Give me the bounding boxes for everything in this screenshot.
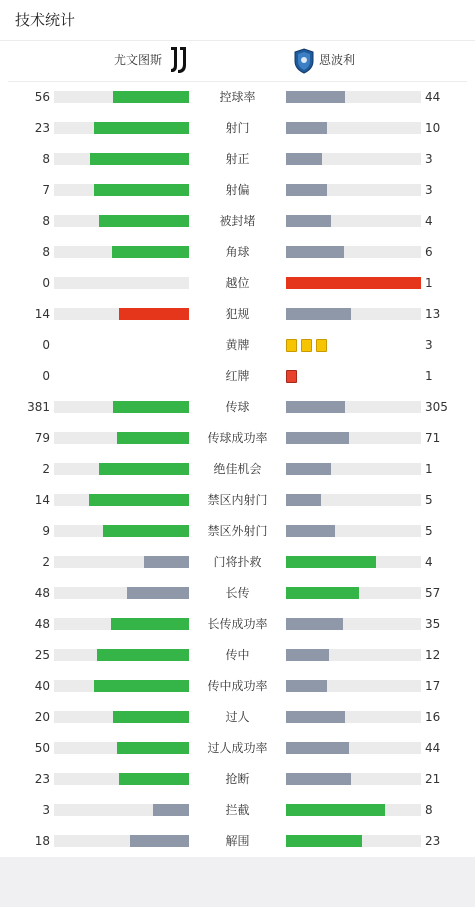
yellow-card-icon bbox=[286, 339, 297, 352]
home-bar-fill bbox=[117, 742, 189, 754]
away-value: 13 bbox=[425, 307, 441, 321]
home-bar-track bbox=[54, 835, 189, 847]
away-bar-track bbox=[286, 215, 421, 227]
home-bar-track bbox=[54, 432, 189, 444]
home-value: 3 bbox=[42, 803, 50, 817]
home-value: 48 bbox=[34, 586, 50, 600]
away-value: 12 bbox=[425, 648, 441, 662]
stat-row bbox=[0, 739, 475, 757]
away-bar-track bbox=[286, 122, 421, 134]
home-value: 48 bbox=[34, 617, 50, 631]
stat-label: 传球成功率 bbox=[207, 431, 268, 445]
stat-row bbox=[0, 615, 475, 633]
home-bar-fill bbox=[103, 525, 189, 537]
stat-label: 传中成功率 bbox=[207, 679, 268, 693]
home-bar-track bbox=[54, 711, 189, 723]
stat-row bbox=[0, 150, 475, 168]
home-bar-track bbox=[54, 742, 189, 754]
home-bar-fill bbox=[99, 215, 189, 227]
home-value: 79 bbox=[34, 431, 50, 445]
away-bar-track bbox=[286, 153, 421, 165]
home-bar-track bbox=[54, 587, 189, 599]
stat-row bbox=[0, 88, 475, 106]
away-bar-fill bbox=[286, 494, 321, 506]
home-bar-fill bbox=[119, 773, 189, 785]
home-value: 50 bbox=[34, 741, 50, 755]
stat-label: 传中 bbox=[225, 648, 250, 662]
away-bar-track bbox=[286, 556, 421, 568]
away-bar-fill bbox=[286, 153, 322, 165]
home-bar-fill bbox=[111, 618, 189, 630]
away-value: 23 bbox=[425, 834, 441, 848]
home-bar-track bbox=[54, 525, 189, 537]
home-bar-fill bbox=[113, 91, 189, 103]
stat-label: 角球 bbox=[225, 245, 250, 259]
stat-row bbox=[0, 119, 475, 137]
away-bar-fill bbox=[286, 184, 327, 196]
home-value: 7 bbox=[42, 183, 50, 197]
away-bar-track bbox=[286, 246, 421, 258]
away-bar-fill bbox=[286, 742, 349, 754]
away-bar-fill bbox=[286, 804, 385, 816]
home-value: 56 bbox=[34, 90, 50, 104]
away-value: 3 bbox=[425, 338, 433, 352]
home-bar-fill bbox=[94, 184, 189, 196]
home-bar-track bbox=[54, 122, 189, 134]
away-bar-fill bbox=[286, 215, 331, 227]
away-cards bbox=[286, 370, 301, 383]
yellow-card-icon bbox=[301, 339, 312, 352]
home-value: 23 bbox=[34, 772, 50, 786]
home-value: 381 bbox=[27, 400, 50, 414]
away-cards bbox=[286, 339, 331, 352]
home-value: 2 bbox=[42, 462, 50, 476]
home-bar-track bbox=[54, 308, 189, 320]
section-title: 技术统计 bbox=[15, 11, 76, 29]
away-bar-track bbox=[286, 773, 421, 785]
home-value: 8 bbox=[42, 245, 50, 259]
stat-label: 传球 bbox=[225, 400, 250, 414]
away-bar-fill bbox=[286, 835, 362, 847]
away-bar-track bbox=[286, 649, 421, 661]
away-bar-track bbox=[286, 711, 421, 723]
stat-row bbox=[0, 429, 475, 447]
away-value: 10 bbox=[425, 121, 441, 135]
home-value: 0 bbox=[42, 276, 50, 290]
home-bar-fill bbox=[127, 587, 189, 599]
stat-label: 过人成功率 bbox=[207, 741, 268, 755]
away-bar-track bbox=[286, 277, 421, 289]
away-value: 17 bbox=[425, 679, 441, 693]
away-bar-track bbox=[286, 587, 421, 599]
away-value: 5 bbox=[425, 493, 433, 507]
home-bar-track bbox=[54, 246, 189, 258]
stat-row bbox=[0, 305, 475, 323]
away-bar-fill bbox=[286, 122, 327, 134]
stat-row bbox=[0, 212, 475, 230]
home-bar-track bbox=[54, 618, 189, 630]
away-bar-fill bbox=[286, 308, 351, 320]
away-value: 16 bbox=[425, 710, 441, 724]
away-team-header[interactable] bbox=[290, 45, 470, 77]
away-bar-fill bbox=[286, 556, 376, 568]
away-bar-track bbox=[286, 308, 421, 320]
stat-label: 红牌 bbox=[225, 369, 250, 383]
stat-label: 越位 bbox=[225, 276, 250, 290]
stat-row bbox=[0, 491, 475, 509]
stat-label: 抢断 bbox=[225, 772, 250, 786]
stat-row bbox=[0, 336, 475, 354]
home-bar-track bbox=[54, 401, 189, 413]
away-bar-fill bbox=[286, 618, 343, 630]
home-value: 14 bbox=[34, 493, 50, 507]
stat-label: 拦截 bbox=[225, 803, 250, 817]
away-bar-track bbox=[286, 463, 421, 475]
away-bar-track bbox=[286, 401, 421, 413]
home-bar-track bbox=[54, 277, 189, 289]
home-bar-track bbox=[54, 463, 189, 475]
home-bar-track bbox=[54, 649, 189, 661]
stat-row bbox=[0, 553, 475, 571]
away-bar-track bbox=[286, 184, 421, 196]
stat-label: 黄牌 bbox=[225, 338, 250, 352]
away-bar-fill bbox=[286, 680, 327, 692]
stat-row bbox=[0, 832, 475, 850]
home-value: 8 bbox=[42, 214, 50, 228]
stat-label: 控球率 bbox=[219, 90, 256, 104]
home-bar-track bbox=[54, 184, 189, 196]
away-bar-track bbox=[286, 680, 421, 692]
away-value: 1 bbox=[425, 369, 433, 383]
home-bar-fill bbox=[113, 401, 189, 413]
away-bar-fill bbox=[286, 773, 351, 785]
home-bar-track bbox=[54, 91, 189, 103]
away-value: 44 bbox=[425, 90, 441, 104]
stat-row bbox=[0, 646, 475, 664]
away-bar-track bbox=[286, 618, 421, 630]
home-bar-track bbox=[54, 556, 189, 568]
stat-label: 被封堵 bbox=[219, 214, 256, 228]
home-value: 9 bbox=[42, 524, 50, 538]
away-value: 1 bbox=[425, 462, 433, 476]
away-value: 44 bbox=[425, 741, 441, 755]
away-bar-track bbox=[286, 432, 421, 444]
away-team-name: 恩波利 bbox=[319, 53, 356, 67]
home-bar-fill bbox=[89, 494, 189, 506]
away-value: 57 bbox=[425, 586, 441, 600]
away-value: 35 bbox=[425, 617, 441, 631]
home-bar-track bbox=[54, 494, 189, 506]
stat-row bbox=[0, 770, 475, 788]
home-bar-fill bbox=[113, 711, 189, 723]
stat-label: 射门 bbox=[225, 121, 250, 135]
away-value: 4 bbox=[425, 555, 433, 569]
stat-label: 门将扑救 bbox=[213, 555, 262, 569]
home-bar-fill bbox=[112, 246, 189, 258]
away-bar-fill bbox=[286, 587, 359, 599]
away-value: 305 bbox=[425, 400, 448, 414]
away-bar-track bbox=[286, 494, 421, 506]
away-bar-track bbox=[286, 525, 421, 537]
away-bar-fill bbox=[286, 649, 329, 661]
away-value: 4 bbox=[425, 214, 433, 228]
stat-label: 绝佳机会 bbox=[213, 462, 262, 476]
stat-row bbox=[0, 522, 475, 540]
stat-row bbox=[0, 367, 475, 385]
stat-label: 长传 bbox=[225, 586, 250, 600]
empoli-logo-icon bbox=[293, 48, 315, 74]
home-bar-fill bbox=[90, 153, 189, 165]
home-bar-track bbox=[54, 773, 189, 785]
yellow-card-icon bbox=[316, 339, 327, 352]
home-bar-fill bbox=[99, 463, 189, 475]
away-bar-track bbox=[286, 742, 421, 754]
away-value: 71 bbox=[425, 431, 441, 445]
away-bar-fill bbox=[286, 711, 345, 723]
away-bar-fill bbox=[286, 525, 335, 537]
away-bar-fill bbox=[286, 463, 331, 475]
home-bar-track bbox=[54, 215, 189, 227]
home-value: 8 bbox=[42, 152, 50, 166]
away-bar-track bbox=[286, 804, 421, 816]
away-value: 3 bbox=[425, 152, 433, 166]
stat-row bbox=[0, 584, 475, 602]
away-bar-fill bbox=[286, 246, 344, 258]
home-bar-track bbox=[54, 804, 189, 816]
away-bar-track bbox=[286, 835, 421, 847]
away-bar-fill bbox=[286, 91, 345, 103]
home-bar-fill bbox=[97, 649, 189, 661]
away-value: 8 bbox=[425, 803, 433, 817]
stat-label: 过人 bbox=[225, 710, 250, 724]
home-value: 14 bbox=[34, 307, 50, 321]
home-bar-fill bbox=[94, 680, 189, 692]
stat-label: 射正 bbox=[225, 152, 250, 166]
away-value: 5 bbox=[425, 524, 433, 538]
home-team-header[interactable] bbox=[0, 45, 195, 77]
home-bar-fill bbox=[119, 308, 189, 320]
stat-row bbox=[0, 677, 475, 695]
stat-row bbox=[0, 243, 475, 261]
home-value: 2 bbox=[42, 555, 50, 569]
stat-label: 禁区外射门 bbox=[207, 524, 268, 538]
divider bbox=[0, 40, 475, 41]
stat-row bbox=[0, 801, 475, 819]
stat-label: 禁区内射门 bbox=[207, 493, 268, 507]
home-bar-track bbox=[54, 153, 189, 165]
away-bar-fill bbox=[286, 277, 421, 289]
home-team-name: 尤文图斯 bbox=[113, 53, 162, 67]
away-value: 3 bbox=[425, 183, 433, 197]
away-bar-fill bbox=[286, 432, 349, 444]
stat-row bbox=[0, 274, 475, 292]
away-value: 6 bbox=[425, 245, 433, 259]
away-bar-track bbox=[286, 91, 421, 103]
home-value: 18 bbox=[34, 834, 50, 848]
home-value: 40 bbox=[34, 679, 50, 693]
stat-label: 解围 bbox=[225, 834, 250, 848]
stat-row bbox=[0, 460, 475, 478]
stat-row bbox=[0, 181, 475, 199]
juventus-logo-icon bbox=[168, 45, 190, 75]
home-value: 0 bbox=[42, 338, 50, 352]
stat-label: 射偏 bbox=[225, 183, 250, 197]
home-bar-fill bbox=[153, 804, 189, 816]
away-value: 21 bbox=[425, 772, 441, 786]
away-bar-fill bbox=[286, 401, 345, 413]
home-bar-fill bbox=[144, 556, 189, 568]
away-value: 1 bbox=[425, 276, 433, 290]
stat-row bbox=[0, 398, 475, 416]
divider bbox=[8, 81, 467, 82]
home-value: 20 bbox=[34, 710, 50, 724]
home-bar-fill bbox=[130, 835, 189, 847]
home-bar-track bbox=[54, 680, 189, 692]
home-bar-fill bbox=[117, 432, 189, 444]
red-card-icon bbox=[286, 370, 297, 383]
home-bar-fill bbox=[94, 122, 189, 134]
home-value: 23 bbox=[34, 121, 50, 135]
stat-label: 长传成功率 bbox=[207, 617, 268, 631]
stat-label: 犯规 bbox=[225, 307, 250, 321]
stat-row bbox=[0, 708, 475, 726]
home-value: 0 bbox=[42, 369, 50, 383]
home-value: 25 bbox=[34, 648, 50, 662]
